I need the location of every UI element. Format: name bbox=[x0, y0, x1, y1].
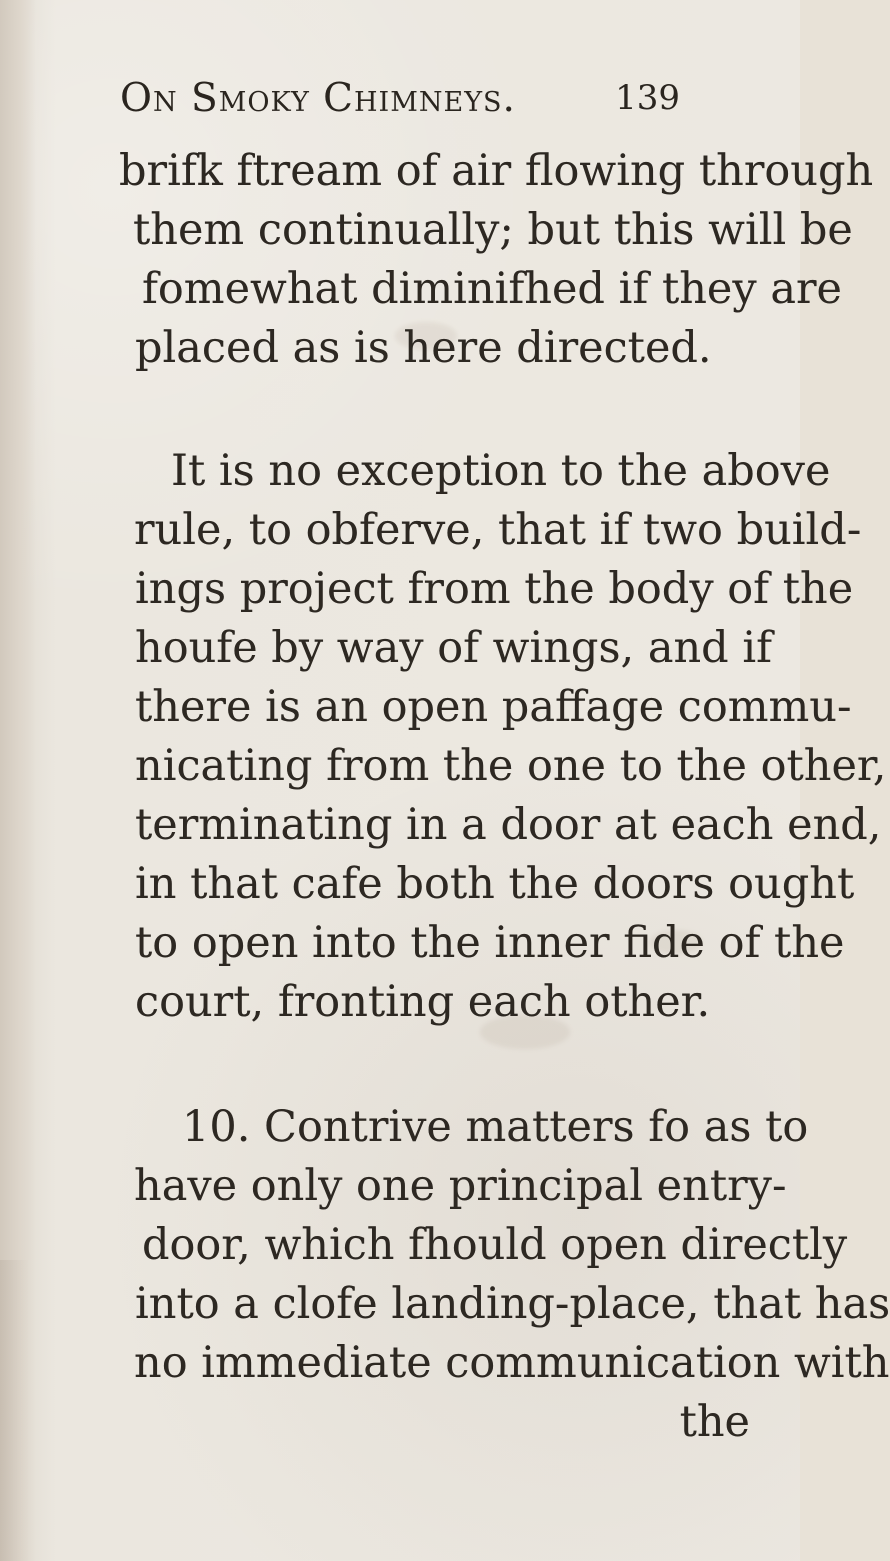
text-line-11: terminating in a door at each end, bbox=[135, 800, 882, 850]
text-line-2: them continually; but this will be bbox=[133, 205, 853, 255]
text-line-15: 10. Contrive matters fo as to bbox=[182, 1102, 809, 1152]
text-line-6: rule, to obferve, that if two build- bbox=[134, 505, 862, 555]
catchword: the bbox=[679, 1397, 750, 1447]
text-line-16: have only one principal entry- bbox=[134, 1161, 787, 1211]
text-line-18: into a clofe landing-place, that has bbox=[135, 1279, 890, 1329]
running-head: On Smoky Chimneys. bbox=[120, 76, 516, 121]
text-line-4: placed as is here directed. bbox=[135, 323, 712, 373]
text-line-10: nicating from the one to the other, bbox=[135, 741, 887, 791]
page-edge-shadow bbox=[0, 1260, 34, 1561]
text-line-9: there is an open paffage commu- bbox=[135, 682, 852, 732]
text-line-7: ings project from the body of the bbox=[135, 564, 854, 614]
text-line-12: in that cafe both the doors ought bbox=[135, 859, 855, 909]
text-line-8: houfe by way of wings, and if bbox=[135, 623, 773, 673]
text-line-19: no immediate communication with bbox=[134, 1338, 890, 1388]
text-line-14: court, fronting each other. bbox=[135, 977, 711, 1027]
text-line-13: to open into the inner fide of the bbox=[135, 918, 845, 968]
page-header bbox=[120, 76, 680, 130]
text-line-17: door, which fhould open directly bbox=[142, 1220, 848, 1270]
text-line-1: brifk ftream of air flowing through bbox=[119, 146, 874, 196]
text-line-3: fomewhat diminifhed if they are bbox=[142, 264, 842, 314]
page-number: 139 bbox=[615, 78, 680, 118]
text-line-5: It is no exception to the above bbox=[171, 446, 831, 496]
